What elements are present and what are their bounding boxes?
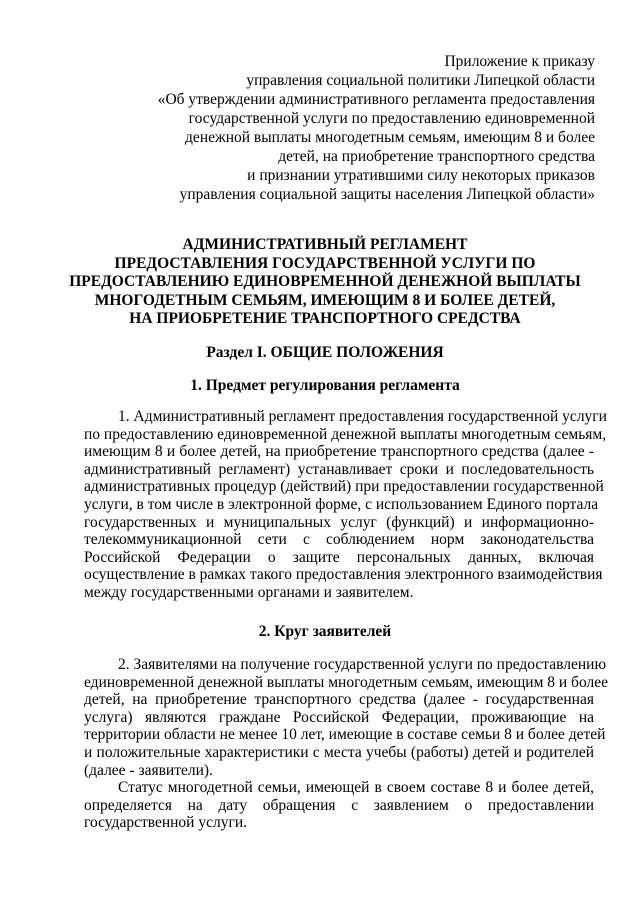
paragraph-line: Российской Федерации о защите персональных данных, включая [84, 548, 594, 566]
paragraph-line: и положительные характеристики с места учебы (работы) детей и родителей [84, 743, 594, 761]
paragraph-line: детей, на приобретение транспортного средства (далее - государственная [84, 691, 594, 709]
paragraph-line: услуга) являются граждане Российской Федерации, проживающие на [84, 708, 594, 726]
paragraph-line: территории области не менее 10 лет, имеющие в составе семьи 8 и более детей [84, 726, 606, 744]
paragraph-line: имеющим 8 и более детей, на приобретение транспортного средства (далее - [84, 443, 594, 461]
paragraph-2 [84, 656, 608, 779]
paragraph-line: услуги, в том числе в электронной форме, с использованием Единого портала [84, 495, 599, 513]
paragraph-line: Статус многодетной семьи, имеющей в своем составе 8 и более детей, [118, 779, 594, 796]
paragraph-line: государственных и муниципальных услуг (функций) и информационно- [84, 513, 594, 531]
title-line: АДМИНИСТРАТИВНЫЙ РЕГЛАМЕНТ [182, 236, 468, 253]
annex-line: денежной выплаты многодетным семьям, имеющим 8 и более [185, 129, 595, 146]
subsection-heading-1: 1. Предмет регулирования регламента [190, 377, 460, 394]
paragraph-line: осуществление в рамках такого предоставления электронного взаимодействия [84, 566, 603, 584]
paragraph-3 [84, 779, 594, 832]
annex-line: управления социальной защиты населения Липецкой области» [179, 186, 595, 203]
paragraph-line: определяется на дату обращения с заявлением о предоставлении [84, 796, 594, 814]
title-line: МНОГОДЕТНЫМ СЕМЬЯМ, ИМЕЮЩИМ 8 И БОЛЕЕ ДЕТЕЙ, [94, 291, 556, 309]
annex-line: государственной услуги по предоставлению единовременной [188, 110, 595, 127]
annex-header [158, 52, 595, 204]
annex-line: управления социальной политики Липецкой области [246, 72, 595, 89]
paragraph-line: единовременной денежной выплаты многодетным семьям, имеющим 8 и более [84, 673, 608, 691]
subsection-heading-2: 2. Круг заявителей [258, 623, 392, 640]
paragraph-line: по предоставлению единовременной денежной выплаты многодетным семьям, [84, 425, 607, 443]
paragraph-1 [84, 408, 607, 602]
paragraph-line: административный регламент) устанавливает сроки и последовательность [84, 460, 594, 478]
annex-line: детей, на приобретение транспортного средства [278, 148, 595, 165]
paragraph-line: телекоммуникационной сети с соблюдением норм законодательства [84, 531, 594, 549]
paragraph-line: между государственными органами и заявителем. [84, 583, 414, 601]
title-line: ПРЕДОСТАВЛЕНИЯ ГОСУДАРСТВЕННОЙ УСЛУГИ ПО [114, 254, 536, 272]
paragraph-line: 2. Заявителями на получение государственной услуги по предоставлению [118, 656, 607, 673]
title-line: ПРЕДОСТАВЛЕНИЮ ЕДИНОВРЕМЕННОЙ ДЕНЕЖНОЙ ВЫПЛАТЫ [69, 273, 581, 290]
paragraph-line: (далее - заявители). [84, 761, 213, 779]
section-heading: Раздел I. ОБЩИЕ ПОЛОЖЕНИЯ [206, 344, 444, 361]
document-title [60, 236, 590, 329]
title-line: НА ПРИОБРЕТЕНИЕ ТРАНСПОРТНОГО СРЕДСТВА [129, 310, 521, 327]
paragraph-line: 1. Административный регламент предоставления государственной услуги [118, 408, 607, 425]
paragraph-line: административных процедур (действий) при предоставлении государственной [84, 478, 604, 496]
annex-line: и признании утратившими силу некоторых приказов [247, 167, 595, 184]
annex-line: Приложение к приказу [444, 53, 595, 70]
paragraph-line: государственной услуги. [84, 814, 247, 832]
annex-line: «Об утверждении административного регламента предоставления [157, 91, 595, 108]
